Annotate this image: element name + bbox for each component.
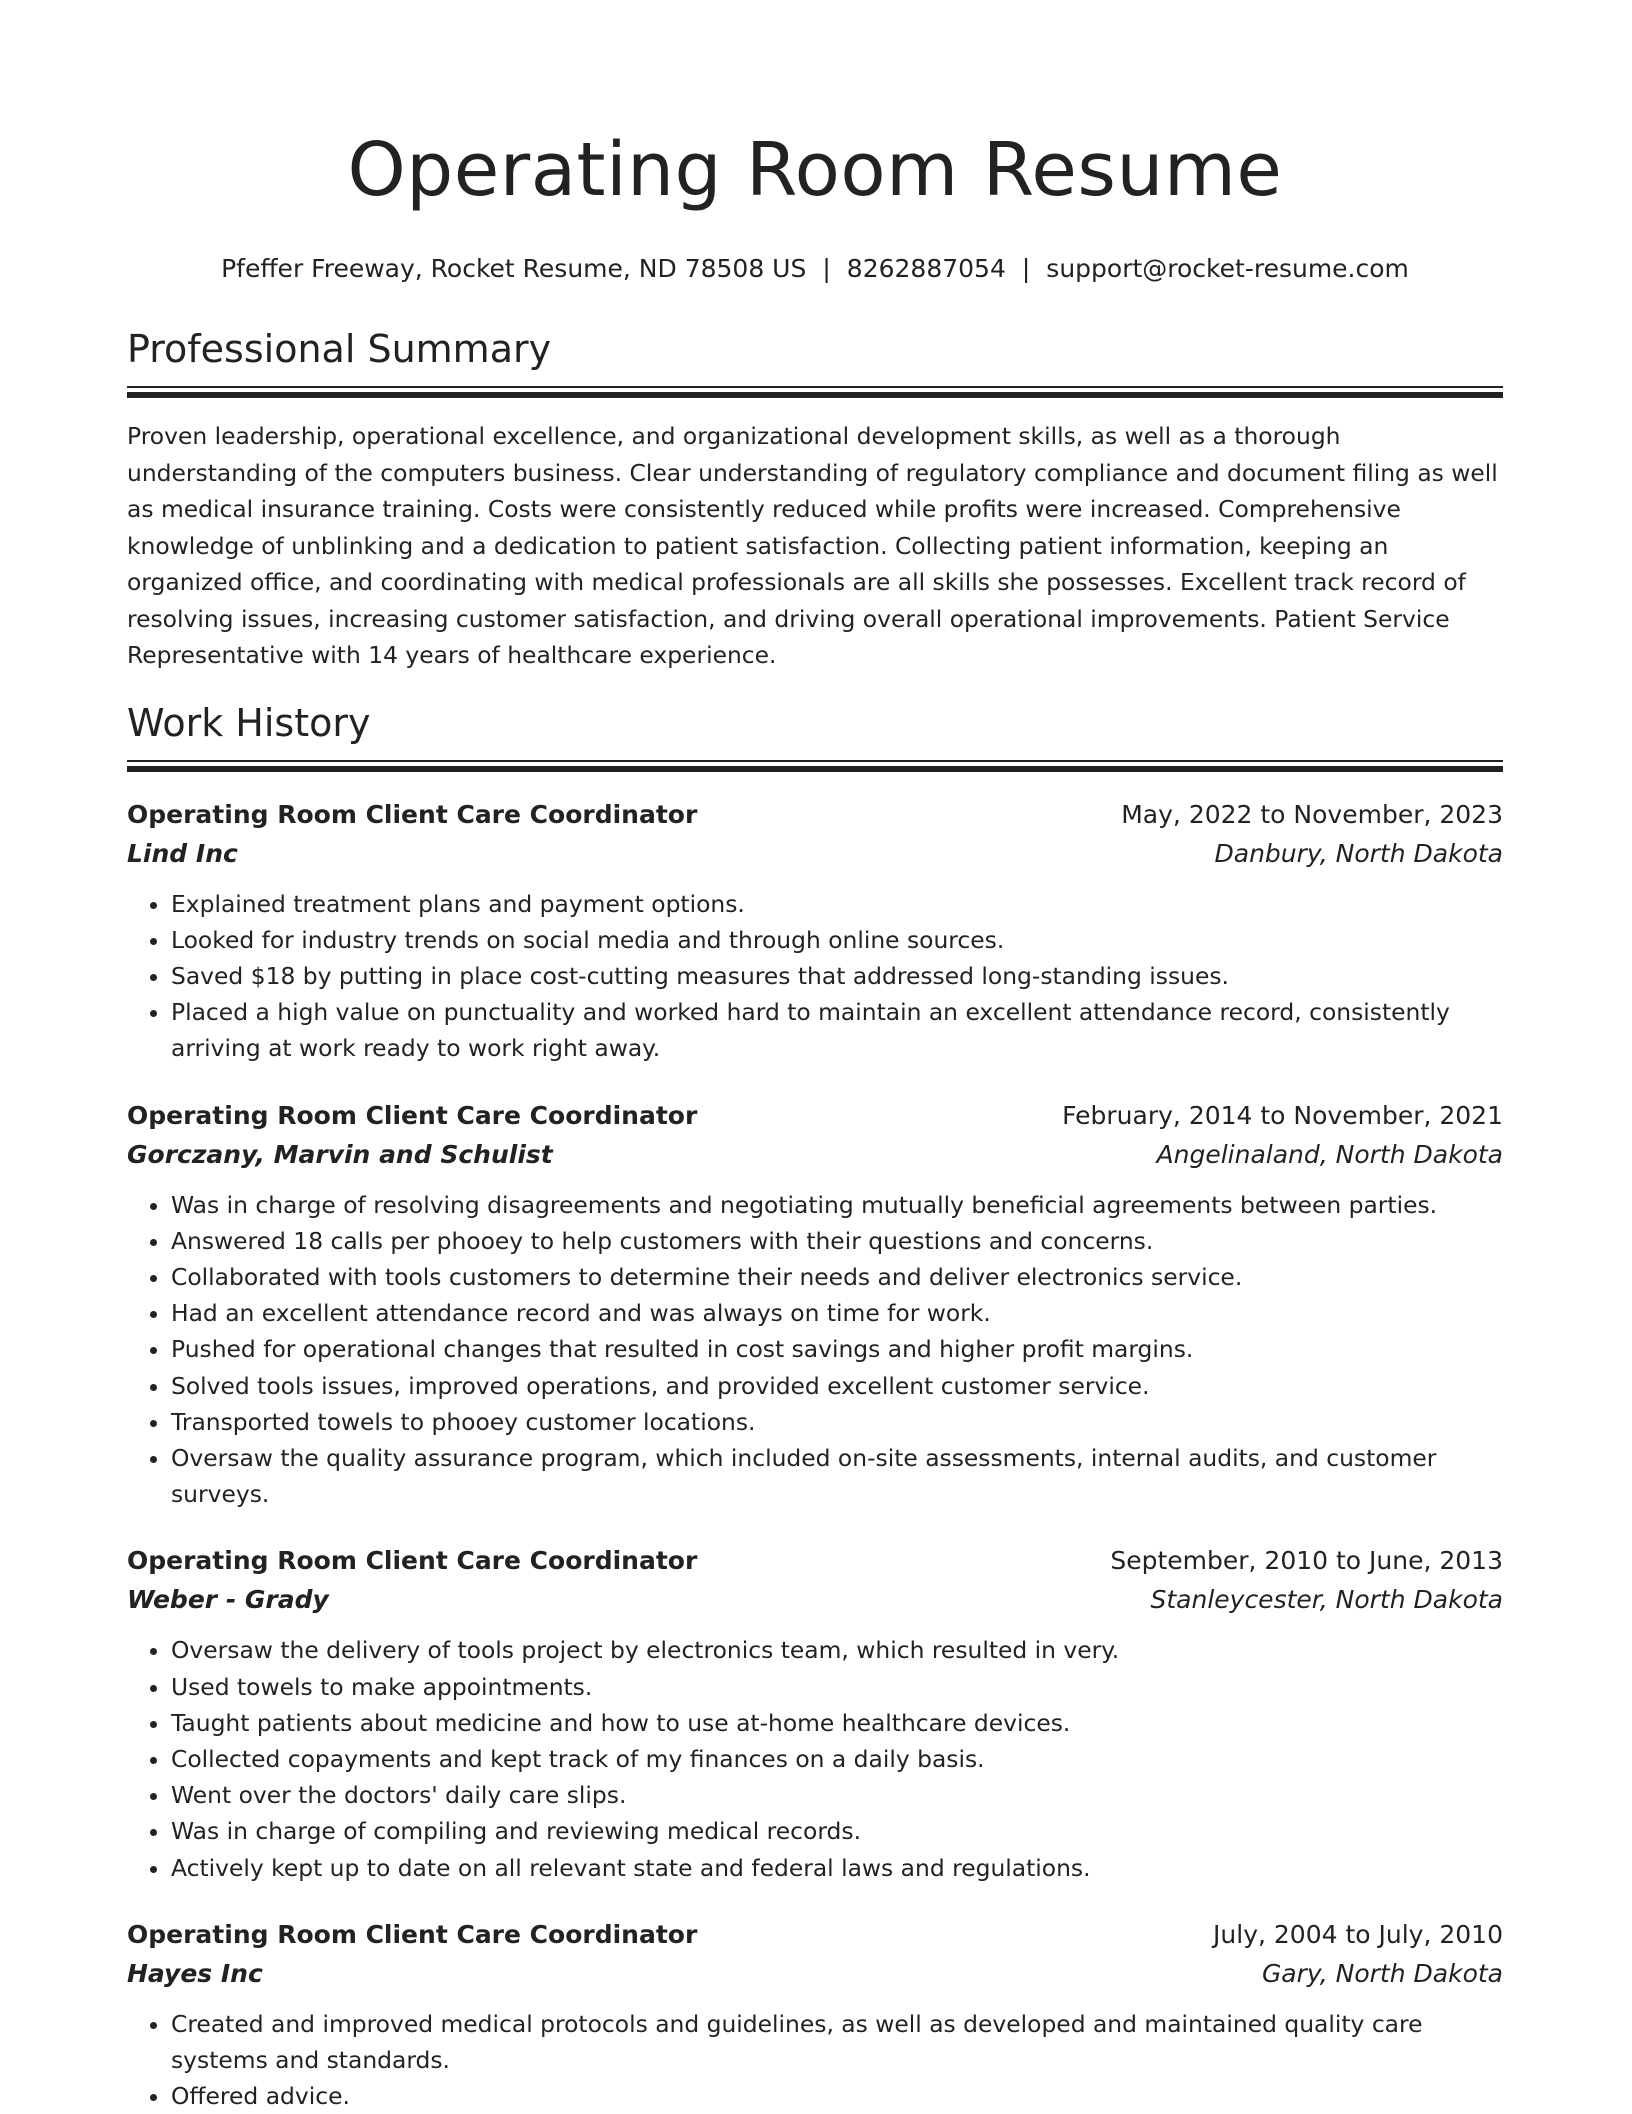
job-header-row [127,1097,1503,1135]
job-title: Operating Room Client Care Coordinator [127,1916,697,1954]
job-subheader-row [127,1580,1503,1620]
contact-phone: 8262887054 [847,254,1006,283]
job-bullet: • Pushed for operational changes that resulted in cost savings and higher profit margins. [171,1331,1503,1367]
job-location: Danbury, North Dakota [1215,834,1504,874]
work-history-section [127,698,1503,2114]
job-entry [127,1542,1503,1885]
job-subheader-row [127,1954,1503,1994]
professional-summary-section [127,324,1503,674]
job-bullet: • Was in charge of compiling and reviewing medical records. [171,1813,1503,1849]
job-bullet: • Answered 18 calls per phooey to help customers with their questions and concerns. [171,1223,1503,1259]
job-bullet: • Taught patients about medicine and how to use at-home healthcare devices. [171,1705,1503,1741]
job-subheader-row [127,834,1503,874]
job-bullet: • Collected copayments and kept track of my finances on a daily basis. [171,1741,1503,1777]
job-location: Stanleycester, North Dakota [1150,1580,1503,1620]
job-location: Gary, North Dakota [1262,1954,1503,1994]
job-dates: July, 2004 to July, 2010 [1213,1916,1503,1954]
job-bullet: • Offered advice. [171,2078,1503,2114]
job-dates: May, 2022 to November, 2023 [1121,796,1503,834]
summary-text: Proven leadership, operational excellence, and organizational development skills, as well as a thorough understanding of the computers business. Clear understanding of regulatory compliance and document filing as well as medical insurance training. Costs were consistently reduced while profits were increased. Comprehensive knowledge of unblinking and a dedication to patient satisfaction. Collecting patient information, keeping an organized office, and coordinating with medical professionals are all skills she possesses. Excellent track record of resolving issues, increasing customer satisfaction, and driving overall operational improvements. Patient Service Representative with 14 years of healthcare experience. [127,418,1503,674]
job-bullet-list [127,2006,1503,2114]
job-header-row [127,1542,1503,1580]
job-bullet: • Looked for industry trends on social media and through online sources. [171,922,1503,958]
job-company: Gorczany, Marvin and Schulist [127,1135,553,1175]
job-title: Operating Room Client Care Coordinator [127,1542,697,1580]
job-bullet: • Transported towels to phooey customer locations. [171,1404,1503,1440]
job-bullet: • Saved $18 by putting in place cost-cutting measures that addressed long-standing issues. [171,958,1503,994]
job-entry [127,796,1503,1067]
resume-page [127,0,1503,2114]
section-divider [127,760,1503,772]
contact-separator: | [806,252,846,286]
job-company: Weber - Grady [127,1580,329,1620]
job-entry [127,1097,1503,1513]
job-bullet: • Went over the doctors' daily care slips. [171,1777,1503,1813]
job-company: Hayes Inc [127,1954,263,1994]
job-header-row [127,796,1503,834]
contact-email: support@rocket-resume.com [1046,254,1409,283]
job-bullet: • Was in charge of resolving disagreements and negotiating mutually beneficial agreements between parties. [171,1187,1503,1223]
job-bullet: • Had an excellent attendance record and was always on time for work. [171,1295,1503,1331]
section-divider [127,386,1503,398]
job-bullet-list [127,1187,1503,1513]
contact-line [127,252,1503,286]
resume-title: Operating Room Resume [127,0,1503,220]
job-location: Angelinaland, North Dakota [1157,1135,1503,1175]
job-bullet: • Placed a high value on punctuality and worked hard to maintain an excellent attendance record, consistently arriving at work ready to work right away. [171,994,1503,1066]
section-title-summary: Professional Summary [127,324,1503,374]
job-header-row [127,1916,1503,1954]
job-bullet-list [127,886,1503,1067]
job-bullet: • Explained treatment plans and payment options. [171,886,1503,922]
section-title-work-history: Work History [127,698,1503,748]
job-bullet: • Collaborated with tools customers to determine their needs and deliver electronics service. [171,1259,1503,1295]
job-title: Operating Room Client Care Coordinator [127,796,697,834]
job-entry [127,1916,1503,2114]
job-bullet: • Solved tools issues, improved operations, and provided excellent customer service. [171,1368,1503,1404]
job-bullet: • Actively kept up to date on all relevant state and federal laws and regulations. [171,1850,1503,1886]
job-dates: September, 2010 to June, 2013 [1110,1542,1503,1580]
job-bullet: • Oversaw the quality assurance program, which included on-site assessments, internal audits, and customer surveys. [171,1440,1503,1512]
job-dates: February, 2014 to November, 2021 [1062,1097,1503,1135]
contact-address: Pfeffer Freeway, Rocket Resume, ND 78508 US [221,254,806,283]
contact-separator: | [1006,252,1046,286]
job-bullet: • Oversaw the delivery of tools project by electronics team, which resulted in very. [171,1632,1503,1668]
job-subheader-row [127,1135,1503,1175]
job-bullet: • Used towels to make appointments. [171,1669,1503,1705]
job-company: Lind Inc [127,834,238,874]
job-bullet-list [127,1632,1503,1885]
job-title: Operating Room Client Care Coordinator [127,1097,697,1135]
job-bullet: • Created and improved medical protocols and guidelines, as well as developed and maintained quality care systems and standards. [171,2006,1503,2078]
